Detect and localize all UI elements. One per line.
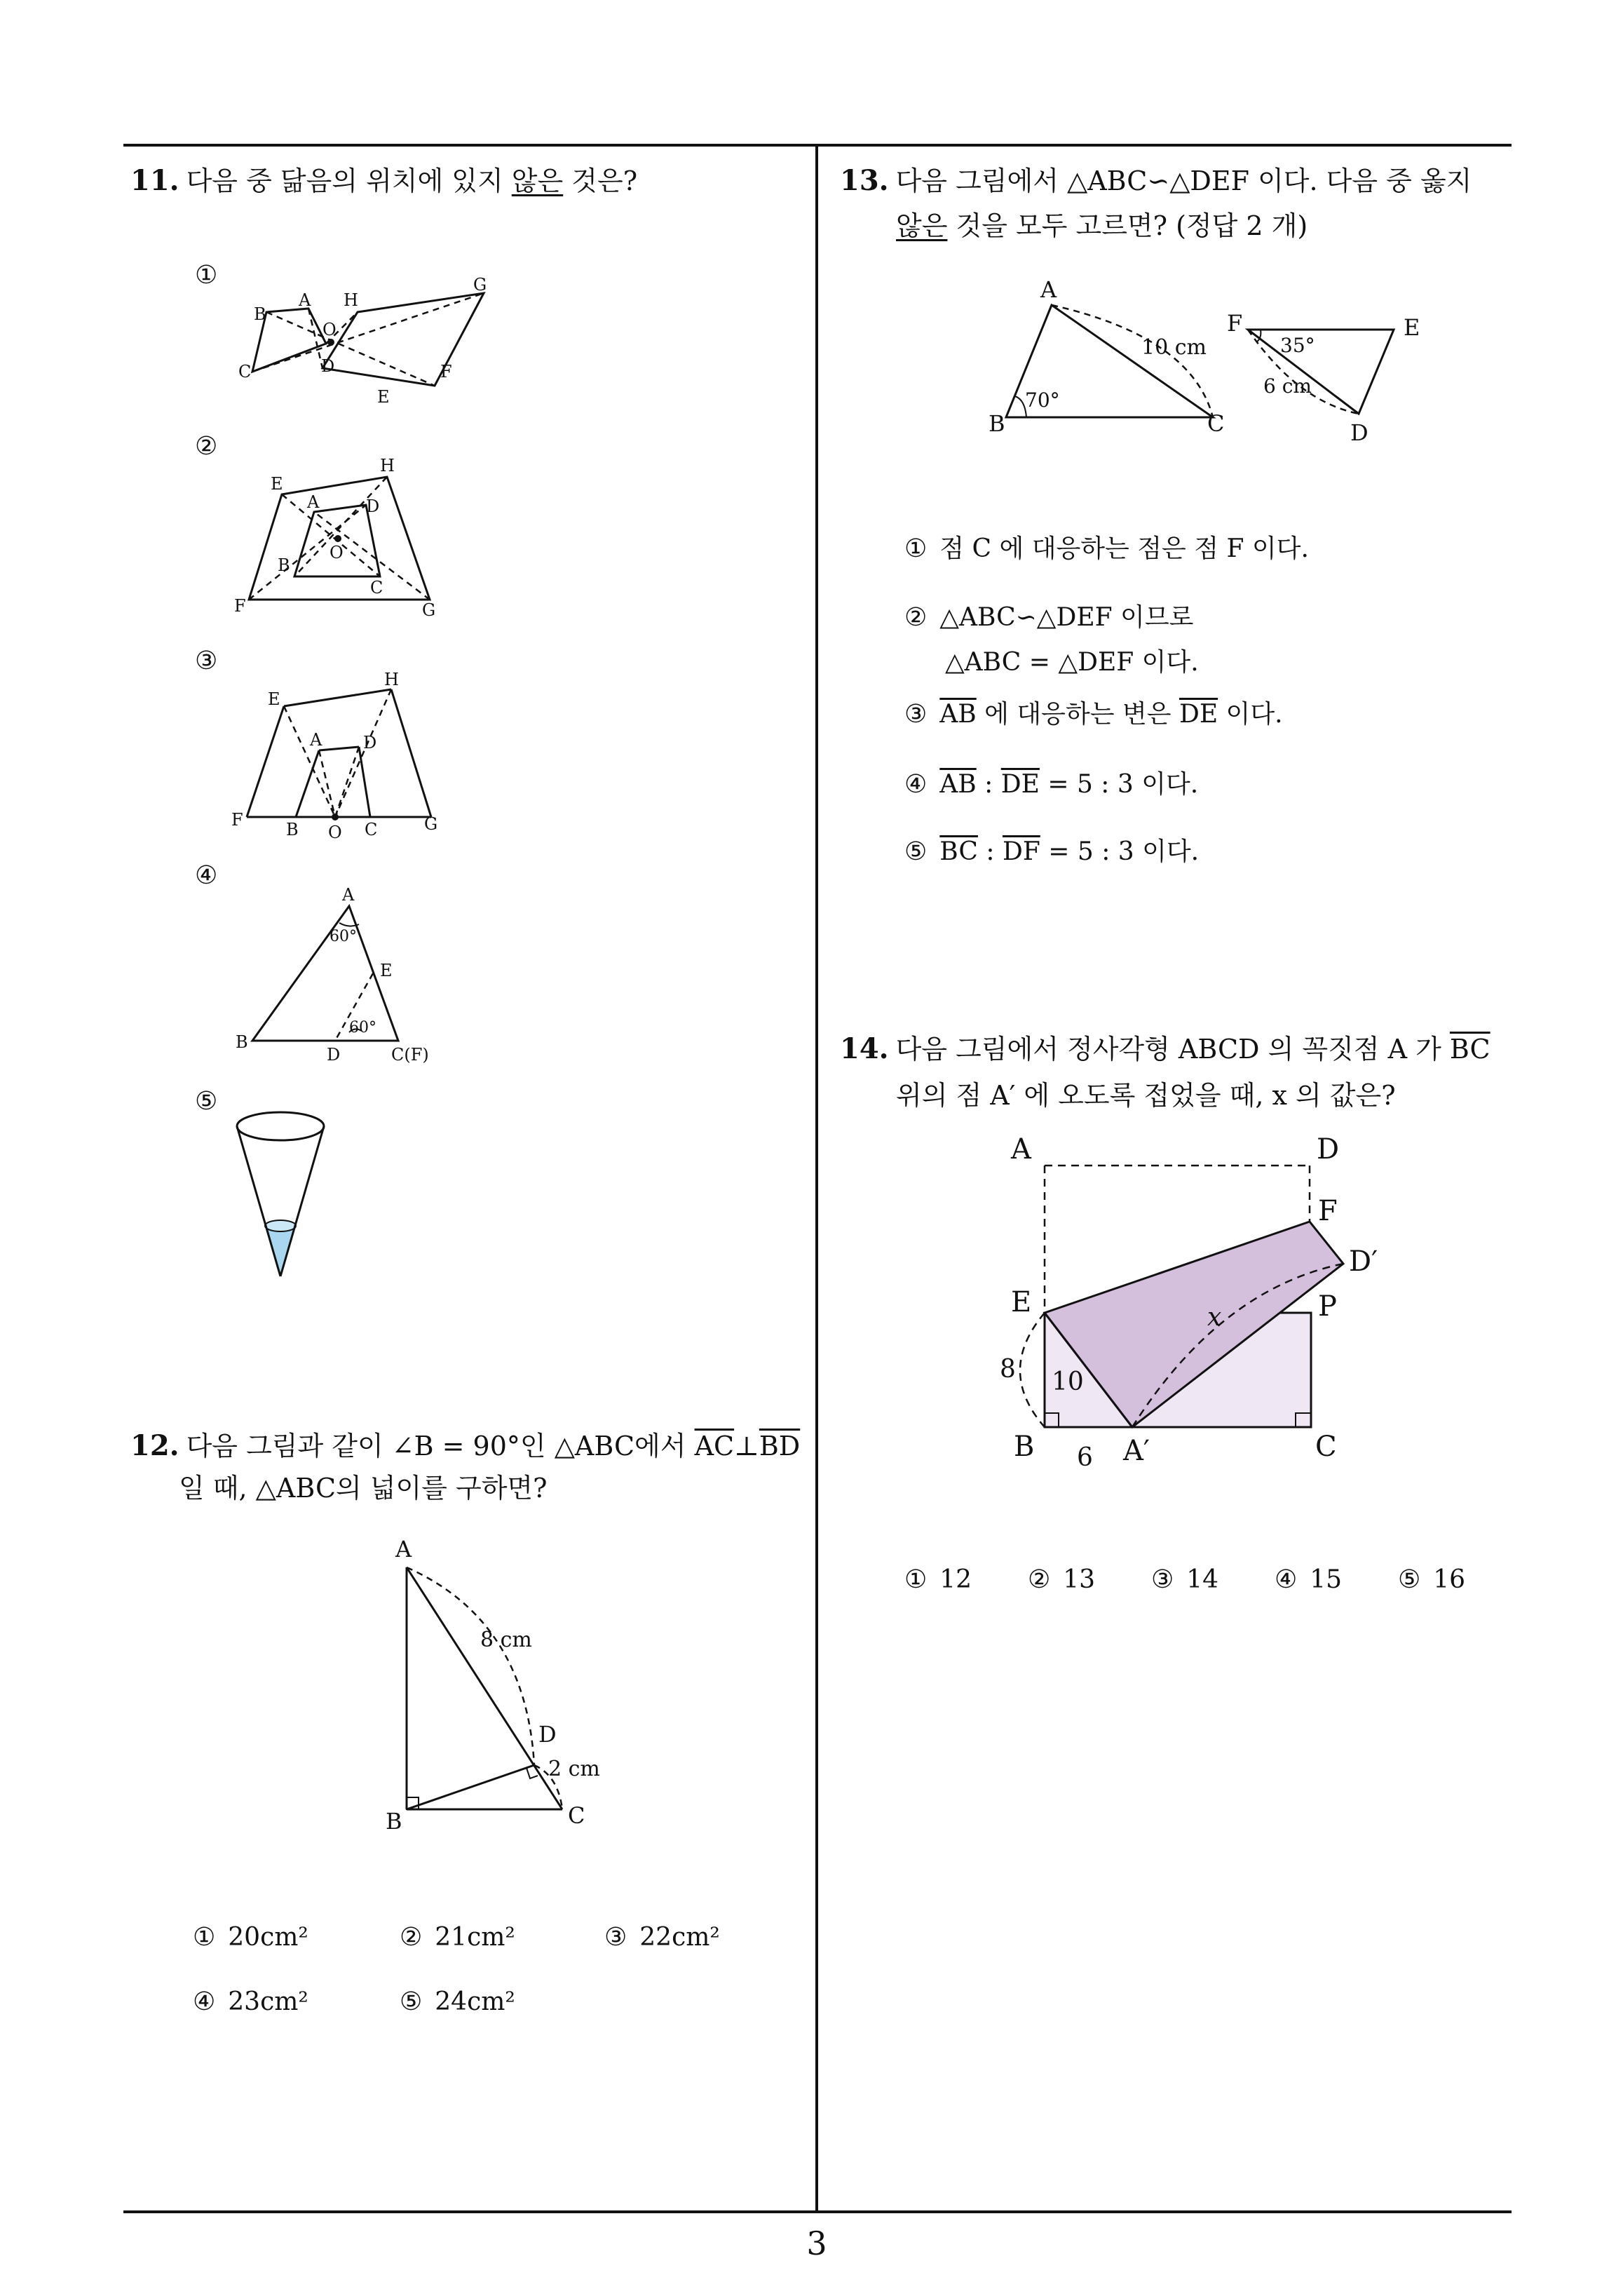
fig2-label-h: H (380, 456, 395, 475)
q13-label-b: B (989, 410, 1005, 437)
q14-choice-2-value: 13 (1063, 1565, 1096, 1594)
fig3-label-b: B (286, 820, 299, 839)
q11-choice-3[interactable]: ③ (195, 647, 218, 675)
fig3-label-g: G (424, 814, 438, 834)
q13-choice-2-line2: △ABC = △DEF 이다. (945, 648, 1199, 677)
fig4-label-b: B (236, 1032, 248, 1052)
q13-choice-2-text: △ABC∽△DEF 이므로 (939, 603, 1194, 632)
q12-label-c: C (568, 1802, 585, 1829)
q13-label-d: D (1350, 419, 1369, 446)
q13-choice-4-mid: : (976, 770, 1001, 799)
q14-choice-2-num: ② (1028, 1565, 1051, 1594)
q11-choice-4[interactable]: ④ (195, 861, 218, 890)
q12-text-1: 다음 그림과 같이 ∠B = 90°인 △ABC에서 (186, 1431, 695, 1461)
fig3-label-e: E (268, 689, 280, 709)
q13-choice-3-seg-a: $\overline{AB}$ (939, 700, 977, 729)
q13-choice-5-seg-a: $\overline{BC}$ (939, 837, 978, 866)
fig1-label-d: D (321, 356, 335, 376)
q13-length-ac: 10 cm (1141, 335, 1207, 360)
q13-label-f: F (1227, 310, 1243, 337)
q12-segment-ac: $\overline{AC}$ (694, 1431, 735, 1461)
q14-label-e: E (1011, 1286, 1032, 1318)
fig1-label-g: G (473, 275, 487, 295)
fig2-label-a: A (307, 492, 320, 512)
q13-choice-5[interactable] (904, 832, 1199, 867)
q13-choice-5-num: ⑤ (904, 837, 928, 866)
q13-choice-4-seg-b: $\overline{DE}$ (1000, 770, 1040, 799)
q11-figure-5-cone (224, 1101, 337, 1290)
fig2-label-g: G (422, 600, 436, 620)
q12-choice-5-value: 24cm² (435, 1987, 515, 2016)
fig3-label-d: D (363, 733, 377, 752)
q14-label-8: 8 (1000, 1355, 1016, 1384)
q12-choice-2[interactable] (400, 1923, 515, 1952)
q11-figure-2 (231, 456, 456, 624)
fig4-label-a: A (342, 885, 355, 905)
q14-choice-5[interactable] (1398, 1565, 1465, 1594)
q11-prompt (130, 164, 637, 198)
q12-choice-1-value: 20cm² (228, 1923, 308, 1952)
q14-choice-3[interactable] (1151, 1565, 1218, 1594)
q12-choice-5[interactable] (400, 1987, 515, 2016)
q13-text-1: 다음 그림에서 △ABC∽△DEF 이다. 다음 중 옳지 (895, 166, 1472, 196)
q13-choice-3-num: ③ (904, 700, 928, 729)
q14-number: 14. (840, 1032, 889, 1065)
q13-angle-b: 70° (1025, 389, 1060, 412)
q13-label-e: E (1404, 314, 1420, 341)
fig4-label-e: E (380, 961, 393, 980)
q12-choice-2-value: 21cm² (435, 1923, 515, 1952)
q11-text: 다음 중 닮음의 위치에 있지 (186, 166, 512, 196)
q12-choice-3-num: ③ (604, 1923, 627, 1952)
fig1-label-b: B (254, 304, 266, 324)
q12-label-a: A (395, 1536, 412, 1562)
q11-choice-5[interactable]: ⑤ (195, 1087, 218, 1116)
q11-number: 11. (130, 164, 179, 197)
q14-prompt-line1 (840, 1032, 1490, 1066)
q14-label-aprime: A′ (1123, 1435, 1150, 1467)
q13-choice-1-num: ① (904, 534, 928, 563)
q14-label-10: 10 (1052, 1368, 1084, 1396)
q14-label-c: C (1315, 1431, 1337, 1463)
q12-choice-3-value: 22cm² (639, 1923, 720, 1952)
q14-label-a: A (1011, 1133, 1031, 1166)
q13-choice-2-num: ② (904, 603, 928, 632)
q12-prompt-line2: 일 때, △ABC의 넓이를 구하면? (179, 1473, 548, 1504)
q13-number: 13. (840, 164, 889, 197)
fig2-label-e: E (271, 474, 283, 494)
fig3-label-h: H (384, 670, 399, 689)
fig1-label-f: F (440, 362, 452, 381)
fig3-label-a: A (310, 730, 322, 750)
q13-choice-1[interactable] (904, 529, 1309, 565)
q13-choice-1-text: 점 C 에 대응하는 점은 점 F 이다. (939, 534, 1309, 563)
fig4-angle-a: 60° (330, 928, 357, 945)
q13-choice-4-post: = 5 : 3 이다. (1039, 770, 1199, 799)
fig2-label-c: C (370, 578, 383, 597)
q13-choice-5-seg-b: $\overline{DF}$ (1002, 837, 1040, 866)
q14-choice-2[interactable] (1028, 1565, 1095, 1594)
q13-figure (982, 274, 1458, 456)
q12-choice-4-num: ④ (193, 1987, 216, 2016)
q14-label-f: F (1318, 1195, 1338, 1227)
q13-choice-4[interactable] (904, 764, 1198, 800)
q14-figure (996, 1129, 1444, 1480)
q13-choice-3-seg-b: $\overline{DE}$ (1179, 700, 1218, 729)
q13-prompt-line1 (840, 164, 1472, 198)
q12-perp-symbol: ⊥ (734, 1431, 759, 1461)
q13-label-a: A (1040, 276, 1057, 303)
q12-number: 12. (130, 1429, 179, 1462)
fig3-label-f: F (231, 810, 243, 830)
q11-figure-1 (231, 274, 505, 414)
fig4-angle-d: 60° (349, 1019, 376, 1036)
fig4-label-d: D (327, 1045, 341, 1065)
column-divider (815, 144, 818, 2213)
q11-text-end: 것은? (563, 166, 638, 196)
fig1-label-e: E (377, 387, 390, 407)
q14-choice-4-value: 15 (1310, 1565, 1343, 1594)
fig3-label-o: O (328, 823, 342, 842)
fig4-label-cf: C(F) (391, 1045, 429, 1065)
q14-label-d: D (1317, 1133, 1340, 1166)
q14-label-6: 6 (1077, 1443, 1093, 1472)
q12-label-b: B (386, 1808, 402, 1835)
q12-length-ad: 8 cm (480, 1628, 532, 1652)
q14-text-1: 다음 그림에서 정사각형 ABCD 의 꼭짓점 A 가 (895, 1034, 1450, 1065)
bottom-rule (123, 2210, 1512, 2213)
q12-choice-1-num: ① (193, 1923, 216, 1952)
fig1-label-a: A (299, 290, 311, 310)
fig2-label-d: D (366, 497, 380, 516)
q13-choice-4-seg-a: $\overline{AB}$ (939, 770, 977, 799)
q14-choice-5-value: 16 (1433, 1565, 1466, 1594)
q14-choice-3-num: ③ (1151, 1565, 1174, 1594)
q14-choice-1-value: 12 (939, 1565, 972, 1594)
q13-angle-f: 35° (1280, 334, 1315, 357)
fig3-label-c: C (365, 820, 378, 839)
q13-choice-5-post: = 5 : 3 이다. (1040, 837, 1200, 866)
q13-underlined: 않은 (896, 210, 948, 241)
q12-choice-5-num: ⑤ (400, 1987, 423, 2016)
q13-choice-4-num: ④ (904, 770, 928, 799)
q14-choice-4-num: ④ (1275, 1565, 1298, 1594)
q13-prompt-line2 (896, 209, 1308, 243)
q13-label-c: C (1207, 410, 1225, 437)
q11-underlined: 않은 (511, 166, 564, 196)
q11-choice-1[interactable]: ① (195, 261, 218, 290)
q12-choice-2-num: ② (400, 1923, 423, 1952)
q12-choice-3[interactable] (604, 1923, 720, 1952)
q14-choice-3-value: 14 (1186, 1565, 1219, 1594)
q13-choice-3-mid: 에 대응하는 변은 (976, 700, 1179, 729)
q14-prompt-line2: 위의 점 A′ 에 오도록 접었을 때, x 의 값은? (896, 1080, 1396, 1111)
q14-label-x: x (1207, 1303, 1222, 1332)
q14-choice-5-num: ⑤ (1398, 1565, 1421, 1594)
fig2-label-f: F (234, 596, 246, 616)
q14-label-b: B (1014, 1431, 1035, 1463)
q14-choice-1-num: ① (904, 1565, 928, 1594)
q12-figure (379, 1529, 631, 1844)
q11-figure-4 (231, 885, 456, 1067)
q13-choice-3-post: 이다. (1218, 700, 1283, 729)
q12-choice-4-value: 23cm² (228, 1987, 308, 2016)
q11-choice-2[interactable]: ② (195, 432, 218, 461)
q12-label-d: D (538, 1721, 557, 1748)
q14-segment-bc: $\overline{BC}$ (1449, 1034, 1490, 1065)
page-number: 3 (806, 2224, 827, 2262)
fig1-label-o: O (322, 320, 337, 339)
q12-choice-4[interactable] (193, 1987, 308, 2016)
fig1-label-c: C (238, 362, 252, 381)
q12-length-dc: 2 cm (548, 1757, 600, 1781)
q14-choice-1[interactable] (904, 1565, 972, 1594)
fig2-label-o: O (330, 543, 344, 562)
q13-length-fd: 6 cm (1263, 374, 1312, 398)
q14-label-p: P (1318, 1290, 1337, 1323)
q13-choice-3[interactable] (904, 694, 1283, 730)
q11-figure-3 (231, 670, 456, 845)
q14-choice-4[interactable] (1275, 1565, 1342, 1594)
q12-prompt-line1 (130, 1429, 800, 1463)
q13-choice-5-mid: : (977, 837, 1003, 866)
fig2-label-b: B (278, 555, 290, 575)
q13-text-2: 것을 모두 고르면? (정답 2 개) (947, 210, 1308, 241)
q12-choice-1[interactable] (193, 1923, 308, 1952)
fig1-label-h: H (344, 290, 358, 310)
q14-label-dprime: D′ (1349, 1245, 1378, 1278)
q12-segment-bd: $\overline{BD}$ (759, 1431, 801, 1461)
q13-choice-2[interactable] (904, 597, 1193, 633)
